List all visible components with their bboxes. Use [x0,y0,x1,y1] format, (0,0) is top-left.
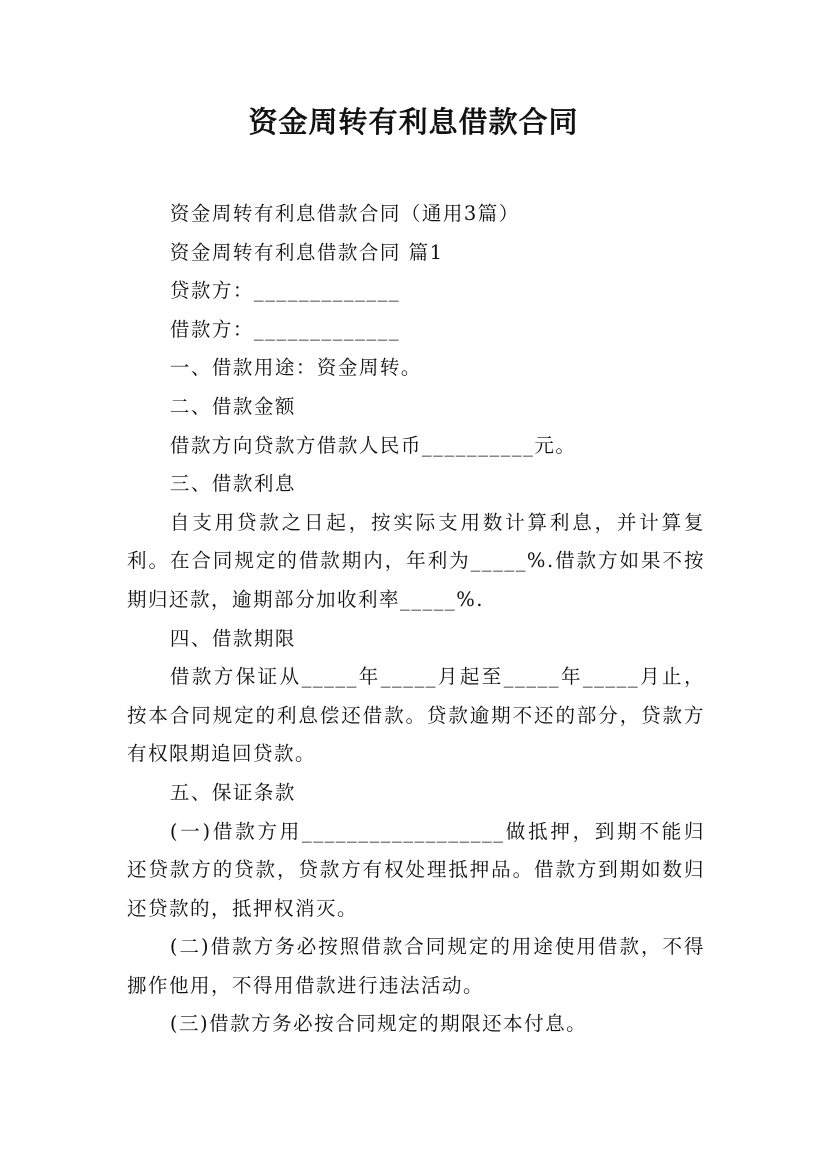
paragraph-guarantee-3: (三)借款方务必按合同规定的期限还本付息。 [169,1012,588,1036]
paragraph-part-heading: 资金周转有利息借款合同 篇1 [169,240,444,264]
paragraph-guarantee-1: (一)借款方用__________________做抵押，到期不能归还贷款方的贷款，贷款方有权处理抵押品。借款方到期如数归还贷款的，抵押权消灭。 [127,819,705,920]
document-title: 资金周转有利息借款合同 [248,105,579,139]
paragraph-term: 借款方保证从_____年_____月起至_____年_____月止，按本合同规定的利息偿还借款。贷款逾期不还的部分，贷款方有权限期追回贷款。 [127,665,705,766]
paragraph-guarantee-2: (二)借款方务必按照借款合同规定的用途使用借款，不得挪作他用，不得用借款进行违法活动。 [127,935,705,997]
document-body [127,195,705,1044]
paragraph-interest: 自支用贷款之日起，按实际支用数计算利息，并计算复利。在合同规定的借款期内，年利为_____%.借款方如果不按期归还款，逾期部分加收利率_____%. [127,510,705,611]
paragraph-amount: 借款方向贷款方借款人民币__________元。 [169,433,577,457]
paragraph-lender: 贷款方：_____________ [169,279,401,303]
paragraph-purpose: 一、借款用途：资金周转。 [169,356,422,380]
paragraph-guarantee-heading: 五、保证条款 [169,780,296,804]
paragraph-borrower: 借款方：_____________ [169,317,401,341]
paragraph-term-heading: 四、借款期限 [169,626,296,650]
paragraph-amount-heading: 二、借款金额 [169,394,296,418]
paragraph-subtitle: 资金周转有利息借款合同（通用3篇） [169,202,520,225]
paragraph-interest-heading: 三、借款利息 [169,472,296,496]
